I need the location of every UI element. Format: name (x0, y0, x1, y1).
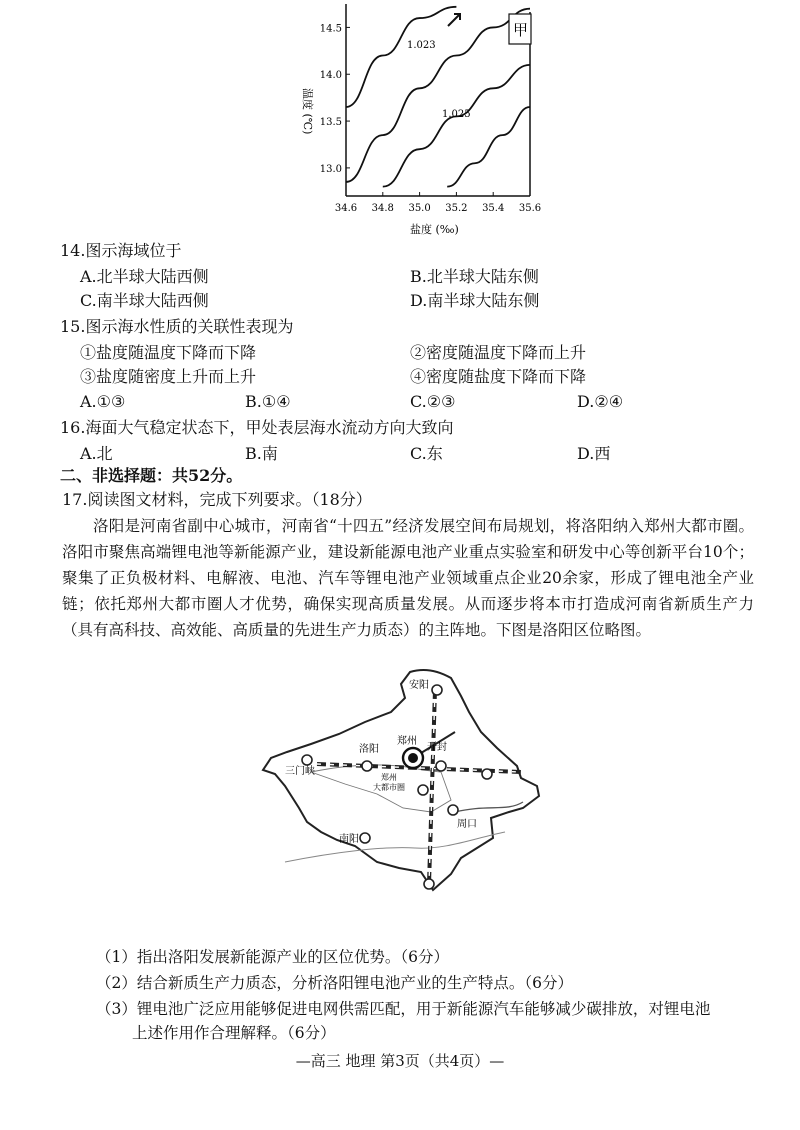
zhengzhou-label: 郑州 (397, 736, 417, 747)
x-tick-label-2: 35.0 (408, 203, 431, 214)
sanmenxia-marker (302, 755, 312, 765)
metro-label-line2: 大都市圈 (373, 783, 405, 792)
q17-material (62, 513, 754, 643)
jia-label: 甲 (513, 21, 529, 39)
q14-option-a: A.北半球大陆西侧 (80, 267, 209, 286)
section2-heading: 二、非选择题：共52分。 (60, 466, 243, 485)
henan-outline (263, 670, 539, 890)
jia-marker (509, 14, 531, 44)
q16-option-b: B.南 (245, 444, 278, 463)
nanyang-label: 南阳 (339, 834, 359, 845)
x-axis-label: 盐度 (‰) (410, 223, 459, 236)
chart-ticks (320, 23, 541, 214)
x-tick-label-1: 34.8 (371, 203, 394, 214)
kaifeng-label: 开封 (427, 742, 447, 753)
density-isoline-2 (346, 9, 530, 182)
q14-stem: 14.图示海域位于 (60, 241, 182, 260)
q17-intro: 17.阅读图文材料，完成下列要求。（18分） (62, 490, 372, 509)
q14-option-b: B.北半球大陆东侧 (410, 267, 539, 286)
anyang-label: 安阳 (409, 680, 429, 691)
x-tick-label-0: 34.6 (334, 203, 358, 214)
internal-boundary (285, 832, 505, 862)
kaifeng-marker (436, 761, 446, 771)
q15-statement-2: ②密度随温度下降而上升 (410, 343, 587, 362)
q15-stem: 15.图示海水性质的关联性表现为 (60, 317, 294, 336)
subquestion-2: （2）结合新质生产力质态，分析洛阳锂电池产业的生产特点。（6分） (96, 974, 573, 992)
x-tick-label-3: 35.2 (445, 203, 468, 214)
y-tick-label-0: 13.0 (319, 163, 342, 175)
subquestion-3-cont: 上述作用作合理解释。（6分） (132, 1024, 336, 1042)
subquestion-3: （3）锂电池广泛应用能够促进电网供需匹配，用于新能源汽车能够减少碳排放，对锂电池 (96, 1000, 711, 1018)
q14-option-d: D.南半球大陆东侧 (410, 291, 540, 310)
temperature-salinity-chart (290, 0, 550, 240)
city-marker-central (418, 785, 428, 795)
anyang-marker (432, 685, 442, 695)
y-axis-label: 温度 (℃) (301, 88, 314, 135)
density-isolines (346, 7, 530, 187)
q16-option-c: C.东 (410, 444, 443, 463)
q15-option-b: B.①④ (245, 392, 291, 411)
zhengzhou-marker (403, 748, 423, 768)
current-arrow-icon (448, 14, 460, 26)
isoline-label-1023: 1.023 (407, 40, 436, 51)
q17-paragraph: 洛阳是河南省副中心城市，河南省“十四五”经济发展空间布局规划，将洛阳纳入郑州大都市圈。洛阳市聚焦高端锂电池等新能源产业，建设新能源电池产业重点实验室和研发中心等创新平台10个；聚集了正负极材料、电解液、电池、汽车等锂电池产业领域重点企业20余家，形成了锂电池全产业链；依托郑州大都市圈人才优势，确保实现高质量发展。从而逐步将本市打造成河南省新质生产力（具有高科技、高效能、高质量的先进生产力质态）的主阵地。下图是洛阳区位略图。 (62, 517, 754, 639)
q14-option-c: C.南半球大陆西侧 (80, 291, 209, 310)
luoyang-label: 洛阳 (359, 744, 379, 755)
x-tick-label-4: 35.4 (482, 203, 505, 214)
luoyang-marker (362, 761, 372, 771)
density-isoline-1 (346, 7, 456, 107)
q16-option-a: A.北 (80, 444, 113, 463)
zhoukou-label: 周口 (457, 819, 477, 830)
page-footer: —高三 地理 第3页（共4页）— (295, 1052, 505, 1070)
q15-statement-1: ①盐度随温度下降而下降 (80, 343, 257, 362)
q15-option-a: A.①③ (80, 392, 126, 411)
city-marker-east (482, 769, 492, 779)
q15-statement-4: ④密度随盐度下降而下降 (410, 367, 587, 386)
q16-option-d: D.西 (577, 444, 611, 463)
isoline-label-1025: 1.025 (442, 109, 471, 120)
x-tick-label-5: 35.6 (518, 203, 542, 214)
luoyang-location-map (255, 662, 555, 894)
sanmenxia-label: 三门峡 (285, 766, 315, 777)
subquestion-1: （1）指出洛阳发展新能源产业的区位优势。（6分） (96, 948, 449, 966)
metro-label-line1: 郑州 (381, 773, 397, 782)
q16-stem: 16.海面大气稳定状态下，甲处表层海水流动方向大致向 (60, 418, 454, 437)
y-tick-label-1: 13.5 (319, 117, 342, 129)
q15-statement-3: ③盐度随密度上升而上升 (80, 367, 257, 386)
q15-option-c: C.②③ (410, 392, 456, 411)
q15-option-d: D.②④ (577, 392, 624, 411)
nanyang-marker (360, 833, 370, 843)
chart-frame (346, 4, 530, 196)
density-isoline-3 (383, 65, 530, 187)
y-tick-label-3: 14.5 (319, 23, 342, 35)
city-marker-south (424, 879, 434, 889)
y-tick-label-2: 14.0 (319, 70, 342, 82)
zhoukou-marker (448, 805, 458, 815)
